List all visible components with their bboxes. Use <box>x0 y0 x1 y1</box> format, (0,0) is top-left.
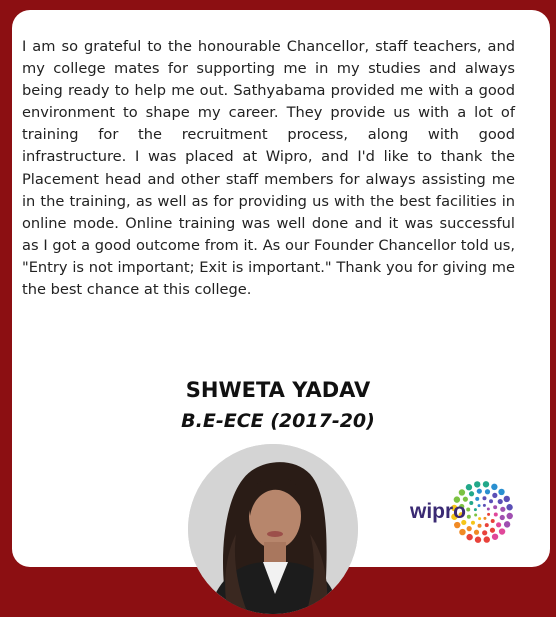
logo-dot <box>498 489 504 495</box>
logo-dot <box>483 481 489 487</box>
logo-dot <box>485 489 490 494</box>
logo-dot <box>485 523 489 527</box>
logo-dot <box>474 513 477 516</box>
logo-dot <box>483 517 486 520</box>
logo-dot <box>478 517 481 520</box>
logo-dot <box>482 496 486 500</box>
logo-dot <box>469 501 473 505</box>
logo-dot <box>477 489 482 494</box>
logo-dot <box>487 508 490 511</box>
logo-dot <box>471 521 475 525</box>
logo-dot <box>491 484 497 490</box>
logo-dot <box>498 499 503 504</box>
logo-dot <box>466 484 472 490</box>
logo-dot <box>491 519 495 523</box>
logo-dot <box>475 537 481 543</box>
logo-dot <box>496 522 501 527</box>
logo-dot <box>459 529 465 535</box>
logo-dot <box>507 513 513 519</box>
wipro-logo <box>404 470 514 554</box>
logo-dot <box>467 526 472 531</box>
logo-dot <box>475 497 479 501</box>
logo-dot <box>500 515 505 520</box>
logo-dot <box>487 513 490 516</box>
logo-dot <box>499 528 505 534</box>
logo-dot <box>500 507 505 512</box>
logo-dot <box>504 521 510 527</box>
wipro-logo-text: wipro <box>410 500 466 523</box>
logo-dot <box>466 534 472 540</box>
logo-dot <box>478 524 482 528</box>
logo-dot <box>478 504 481 507</box>
student-course: B.E-ECE (2017-20) <box>181 410 375 432</box>
logo-dot <box>467 515 471 519</box>
logo-dot <box>469 491 474 496</box>
logo-dot <box>484 536 490 542</box>
student-name: SHWETA YADAV <box>185 378 371 402</box>
logo-dot <box>474 481 480 487</box>
logo-dot <box>489 499 493 503</box>
logo-dot <box>493 505 497 509</box>
logo-dot <box>474 530 479 535</box>
logo-dot <box>459 489 465 495</box>
logo-dot <box>506 504 512 510</box>
logo-dot <box>474 508 477 511</box>
logo-dot <box>494 512 498 516</box>
testimonial-quote: I am so grateful to the honourable Chancellor, staff teachers, and my college mates for supporting me in my studies and always being ready to help me out. Sathyabama provided me with a good environment to shape my career. They provide us with a lot of training for the recruitment process, along with good infrastructure. I was placed at Wipro, and I'd like to thank the Placement head and other staff members for always assisting me in the training, as well as for providing us with the best facilities in online mode. Online training was well done and it was successful as I got a good outcome from it. As our Founder Chancellor told us, "Entry is not important; Exit is important." Thank you for giving me the best chance at this college. <box>22 38 515 299</box>
logo-dot <box>490 528 495 533</box>
student-photo <box>188 444 358 614</box>
logo-dot <box>466 508 470 512</box>
logo-dot <box>482 530 487 535</box>
logo-dot <box>492 493 497 498</box>
logo-dot <box>492 534 498 540</box>
logo-dot <box>483 504 486 507</box>
logo-dot <box>504 496 510 502</box>
